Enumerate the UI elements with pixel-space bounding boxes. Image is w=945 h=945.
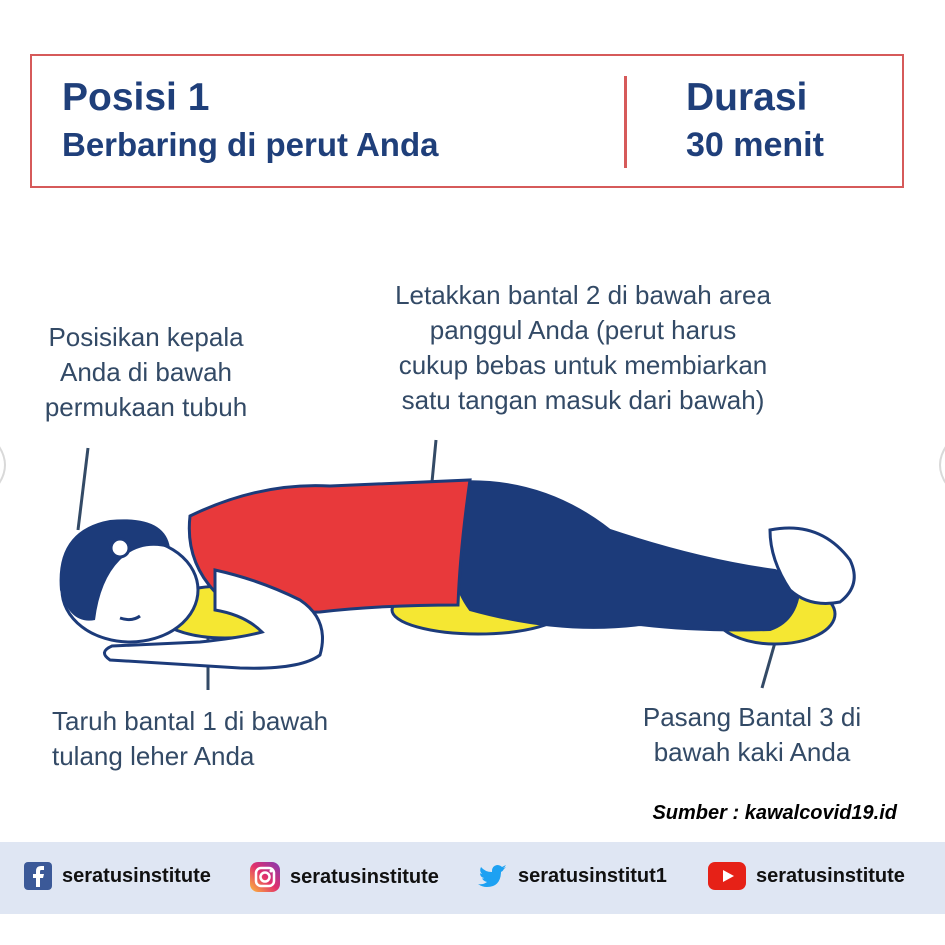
position-header <box>30 54 904 188</box>
annotation-pillow-1: Taruh bantal 1 di bawah tulang leher Anda <box>52 706 329 771</box>
twitter-icon <box>478 862 508 890</box>
facebook-icon <box>24 862 52 890</box>
annotation-pillow-3: Pasang Bantal 3 di bawah kaki Anda <box>642 702 862 767</box>
annotation-head: Posisikan kepala Anda di bawah permukaan tubuh <box>44 322 248 422</box>
social-label-instagram: seratusinstitute <box>290 865 439 888</box>
social-label-facebook: seratusinstitute <box>62 864 211 887</box>
prone-position-illustration <box>0 420 945 710</box>
youtube-icon <box>708 862 746 890</box>
social-footer <box>0 842 945 914</box>
header-divider <box>624 76 627 168</box>
social-youtube[interactable] <box>708 862 905 890</box>
social-instagram[interactable] <box>250 862 439 892</box>
annotation-pillow-2: Letakkan bantal 2 di bawah area panggul Anda (perut harus cukup bebas untuk membiarkan satu tangan masuk dari bawah) <box>395 280 771 415</box>
ear <box>111 539 129 557</box>
social-label-twitter: seratusinstitut1 <box>518 864 667 887</box>
position-title: Posisi 1 <box>62 76 210 119</box>
duration-title: Durasi <box>686 76 808 119</box>
instagram-icon <box>250 862 280 892</box>
social-label-youtube: seratusinstitute <box>756 864 905 887</box>
pointer-line-head <box>78 448 88 530</box>
social-twitter[interactable] <box>478 862 667 890</box>
social-facebook[interactable] <box>24 862 211 890</box>
pants <box>448 481 801 630</box>
duration-value: 30 menit <box>686 126 824 164</box>
source-credit: Sumber : kawalcovid19.id <box>652 802 897 824</box>
position-subtitle: Berbaring di perut Anda <box>62 126 439 163</box>
